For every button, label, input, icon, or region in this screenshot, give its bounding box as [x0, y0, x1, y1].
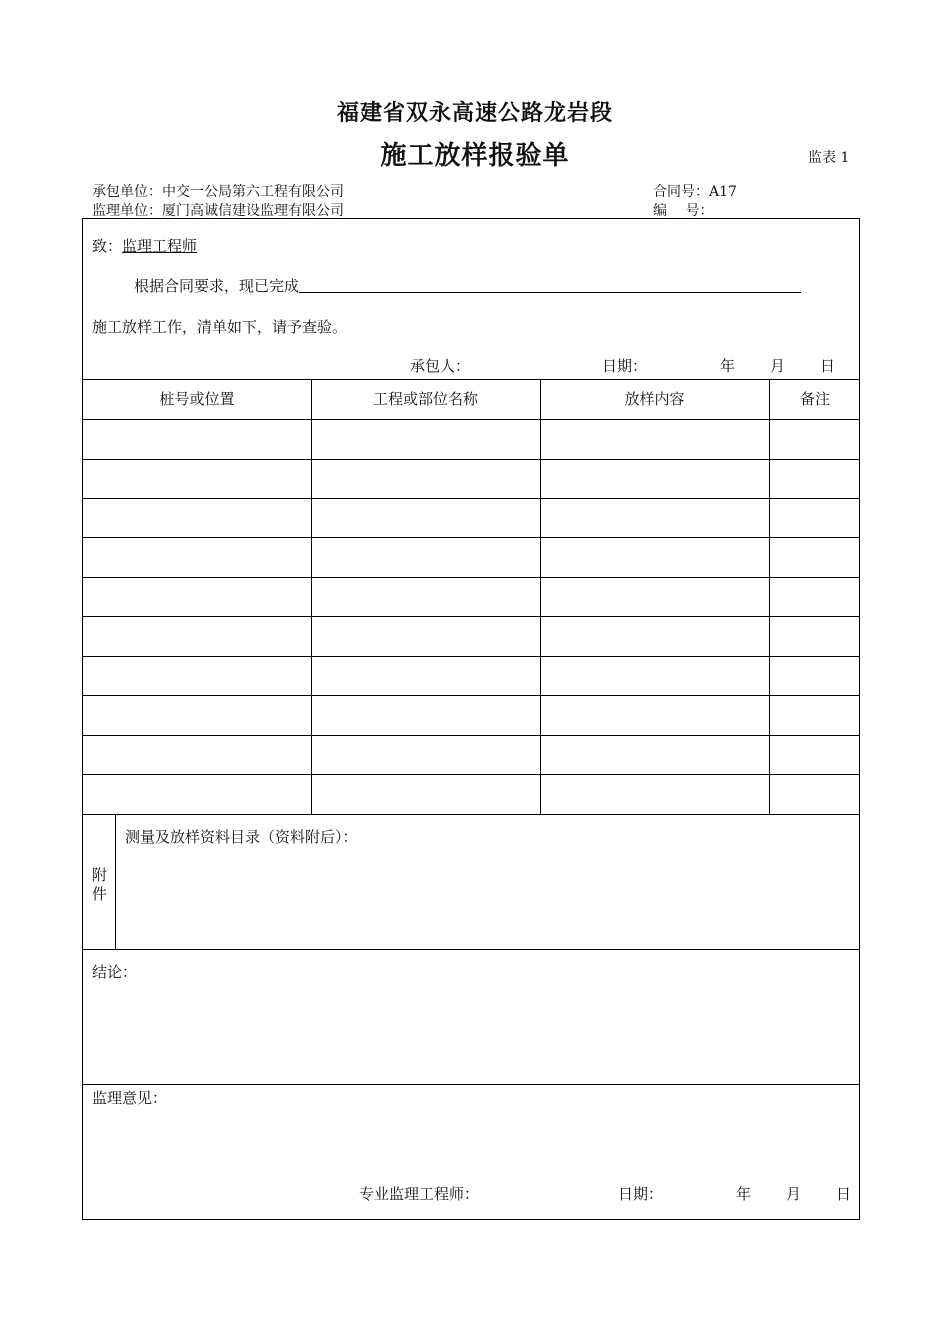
title-line1: 福建省双永高速公路龙岩段	[336, 100, 613, 126]
opinion-year: 年	[736, 1185, 752, 1203]
completion-blank[interactable]	[299, 291, 801, 293]
intro-day: 日	[820, 357, 836, 375]
addressee	[92, 235, 197, 256]
column-header-remarks: 备注	[799, 390, 830, 408]
table-bottom-border	[83, 814, 859, 815]
table-row-border	[83, 695, 859, 696]
intro-year: 年	[720, 357, 736, 375]
column-header-layout-content: 放样内容	[624, 390, 685, 408]
intro-month: 月	[770, 357, 786, 375]
intro-line1	[134, 275, 801, 296]
serial-number: 编 号：	[653, 203, 714, 219]
column-header-station: 桩号或位置	[159, 390, 235, 408]
table-row-border	[83, 498, 859, 499]
table-row-border	[83, 735, 859, 736]
form-title: 施工放样报验单	[380, 141, 570, 171]
table-row-border	[83, 577, 859, 578]
opinion-date-label: 日期：	[618, 1185, 664, 1203]
form-number: 监表 1	[808, 150, 850, 166]
conclusion-bottom-border	[83, 1084, 859, 1085]
table-row-border	[83, 459, 859, 460]
attachment-text: 测量及放样资料目录（资料附后）：	[125, 828, 358, 846]
table-col-divider	[311, 379, 312, 814]
attachment-divider	[115, 814, 116, 949]
contractor-unit: 承包单位：中交一公局第六工程有限公司	[92, 184, 344, 200]
supervision-unit: 监理单位：厦门高诚信建设监理有限公司	[92, 203, 344, 219]
table-header-border	[83, 419, 859, 420]
table-col-divider	[540, 379, 541, 814]
column-header-work-name: 工程或部位名称	[372, 390, 478, 408]
intro-line1-text: 根据合同要求，现已完成	[134, 277, 300, 295]
table-col-divider	[769, 379, 770, 814]
table-row-border	[83, 656, 859, 657]
attachment-label-1: 附	[92, 866, 108, 884]
intro-line2: 施工放样工作，清单如下，请予查验。	[92, 318, 348, 336]
form-frame	[82, 218, 860, 1220]
addressee-prefix: 致：	[92, 237, 123, 255]
engineer-signature-label: 专业监理工程师：	[359, 1185, 480, 1203]
conclusion-label: 结论：	[92, 963, 138, 981]
attachment-label-2: 件	[92, 885, 108, 903]
intro-date-label: 日期：	[602, 357, 648, 375]
opinion-label: 监理意见：	[92, 1089, 168, 1107]
contract-number: 合同号：A17	[653, 184, 737, 200]
opinion-month: 月	[786, 1185, 802, 1203]
attachment-bottom-border	[83, 949, 859, 950]
addressee-name: 监理工程师	[122, 237, 198, 255]
opinion-day: 日	[836, 1185, 852, 1203]
table-row-border	[83, 616, 859, 617]
table-row-border	[83, 537, 859, 538]
table-row-border	[83, 774, 859, 775]
contractor-signature-label: 承包人：	[410, 357, 471, 375]
